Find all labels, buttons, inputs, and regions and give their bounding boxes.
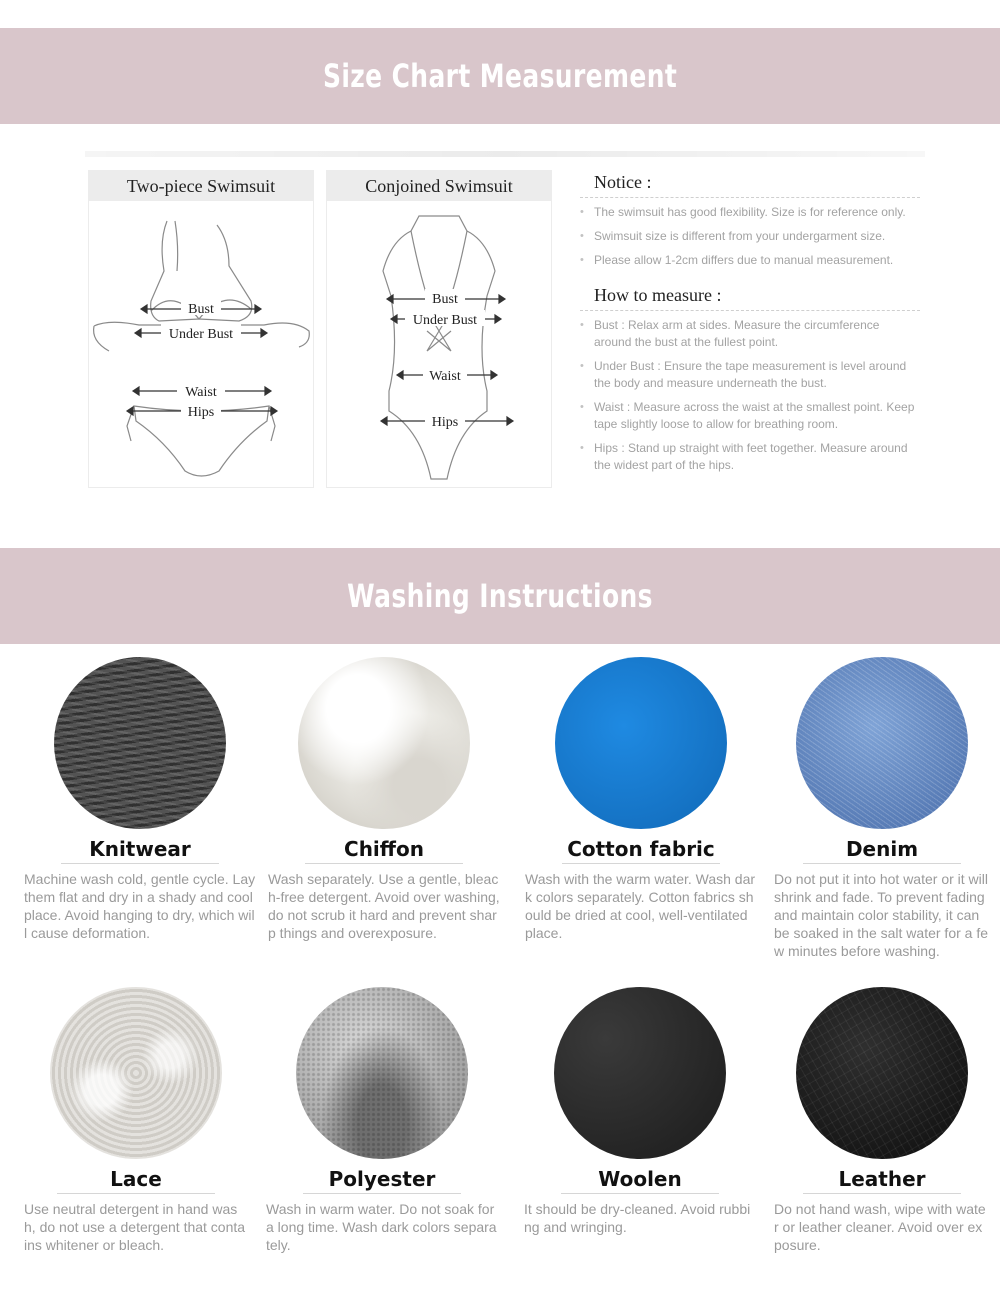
two-piece-waist-label: Waist (185, 385, 217, 400)
lace-swatch-image (50, 987, 222, 1159)
measure-item: • Bust : Relax arm at sides. Measure the circumference around the bust at the fullest point. (580, 317, 920, 351)
notice-list (580, 204, 920, 269)
fabric-name: Denim (803, 837, 961, 864)
fabric-description: Wash with the warm water. Wash dark colors separately. Cotton fabrics should be dried at cool, well-ventilated place. (525, 871, 756, 941)
two-piece-diagram (89, 201, 315, 487)
conjoined-swimsuit-panel (326, 170, 552, 488)
fabric-description: Do not put it into hot water or it will shrink and fade. To prevent fading and maintain color stability, it can be soaked in the salt water for a few minutes before washing. (774, 871, 989, 959)
fabric-description: Do not hand wash, wipe with water or leather cleaner. Avoid over exposure. (774, 1201, 986, 1253)
fabric-card-leather (774, 987, 990, 1254)
divider (85, 151, 925, 157)
conjoined-title: Conjoined Swimsuit (327, 171, 551, 201)
fabric-card-denim (774, 657, 990, 960)
two-piece-hips-label: Hips (187, 405, 215, 420)
fabric-description: Machine wash cold, gentle cycle. Lay them flat and dry in a shady and cool place. Avoid hanging to dry, which will cause deformation. (24, 871, 256, 941)
notice-section (580, 172, 920, 481)
fabric-description: It should be dry-cleaned. Avoid rubbing and wringing. (524, 1201, 751, 1235)
how-to-measure-title: How to measure : (580, 285, 920, 311)
two-piece-title: Two-piece Swimsuit (89, 171, 313, 201)
fabric-card-polyester (266, 987, 498, 1254)
conjoined-hips-label: Hips (431, 415, 459, 430)
fabric-name: Lace (57, 1167, 215, 1194)
fabric-name: Woolen (561, 1167, 719, 1194)
polyester-swatch-image (296, 987, 468, 1159)
measure-item: • Hips : Stand up straight with feet together. Measure around the widest part of the hips. (580, 440, 920, 474)
measure-item: • Under Bust : Ensure the tape measurement is level around the body and measure underneath the bust. (580, 358, 920, 392)
washing-title: Washing Instructions (347, 577, 653, 615)
leather-swatch-image (796, 987, 968, 1159)
two-piece-swimsuit-panel (88, 170, 314, 488)
fabric-card-knitwear (24, 657, 256, 942)
notice-item: • Swimsuit size is different from your undergarment size. (580, 228, 920, 245)
fabric-name: Polyester (303, 1167, 461, 1194)
notice-item: • The swimsuit has good flexibility. Size is for reference only. (580, 204, 920, 221)
washing-banner (0, 548, 1000, 644)
fabric-description: Wash separately. Use a gentle, bleach-free detergent. Avoid over washing, do not scrub it hard and prevent sharp things and overexposure. (268, 871, 500, 941)
how-to-measure-list (580, 317, 920, 474)
knitwear-swatch-image (54, 657, 226, 829)
cotton-swatch-image (555, 657, 727, 829)
fabric-name: Cotton fabric (562, 837, 720, 864)
fabric-card-chiffon (268, 657, 500, 942)
size-chart-title: Size Chart Measurement (322, 57, 678, 95)
fabric-card-lace (24, 987, 248, 1254)
size-chart-banner (0, 28, 1000, 124)
conjoined-waist-label: Waist (429, 369, 461, 384)
notice-item: • Please allow 1-2cm differs due to manual measurement. (580, 252, 920, 269)
fabric-description: Wash in warm water. Do not soak for a long time. Wash dark colors separately. (266, 1201, 497, 1253)
fabric-description: Use neutral detergent in hand wash, do not use a detergent that contains whitener or bleach. (24, 1201, 246, 1253)
notice-title: Notice : (580, 172, 920, 198)
two-piece-bust-label: Bust (188, 302, 214, 317)
conjoined-under-bust-label: Under Bust (412, 313, 478, 328)
chiffon-swatch-image (298, 657, 470, 829)
fabric-name: Leather (803, 1167, 961, 1194)
fabric-card-woolen (524, 987, 756, 1236)
two-piece-under-bust-label: Under Bust (168, 327, 234, 342)
conjoined-diagram (327, 201, 553, 487)
conjoined-bust-label: Bust (432, 292, 458, 307)
measure-item: • Waist : Measure across the waist at the smallest point. Keep tape slightly loose to allow for breathing room. (580, 399, 920, 433)
denim-swatch-image (796, 657, 968, 829)
fabric-card-cotton (525, 657, 757, 942)
fabric-name: Knitwear (61, 837, 219, 864)
fabric-name: Chiffon (305, 837, 463, 864)
woolen-swatch-image (554, 987, 726, 1159)
